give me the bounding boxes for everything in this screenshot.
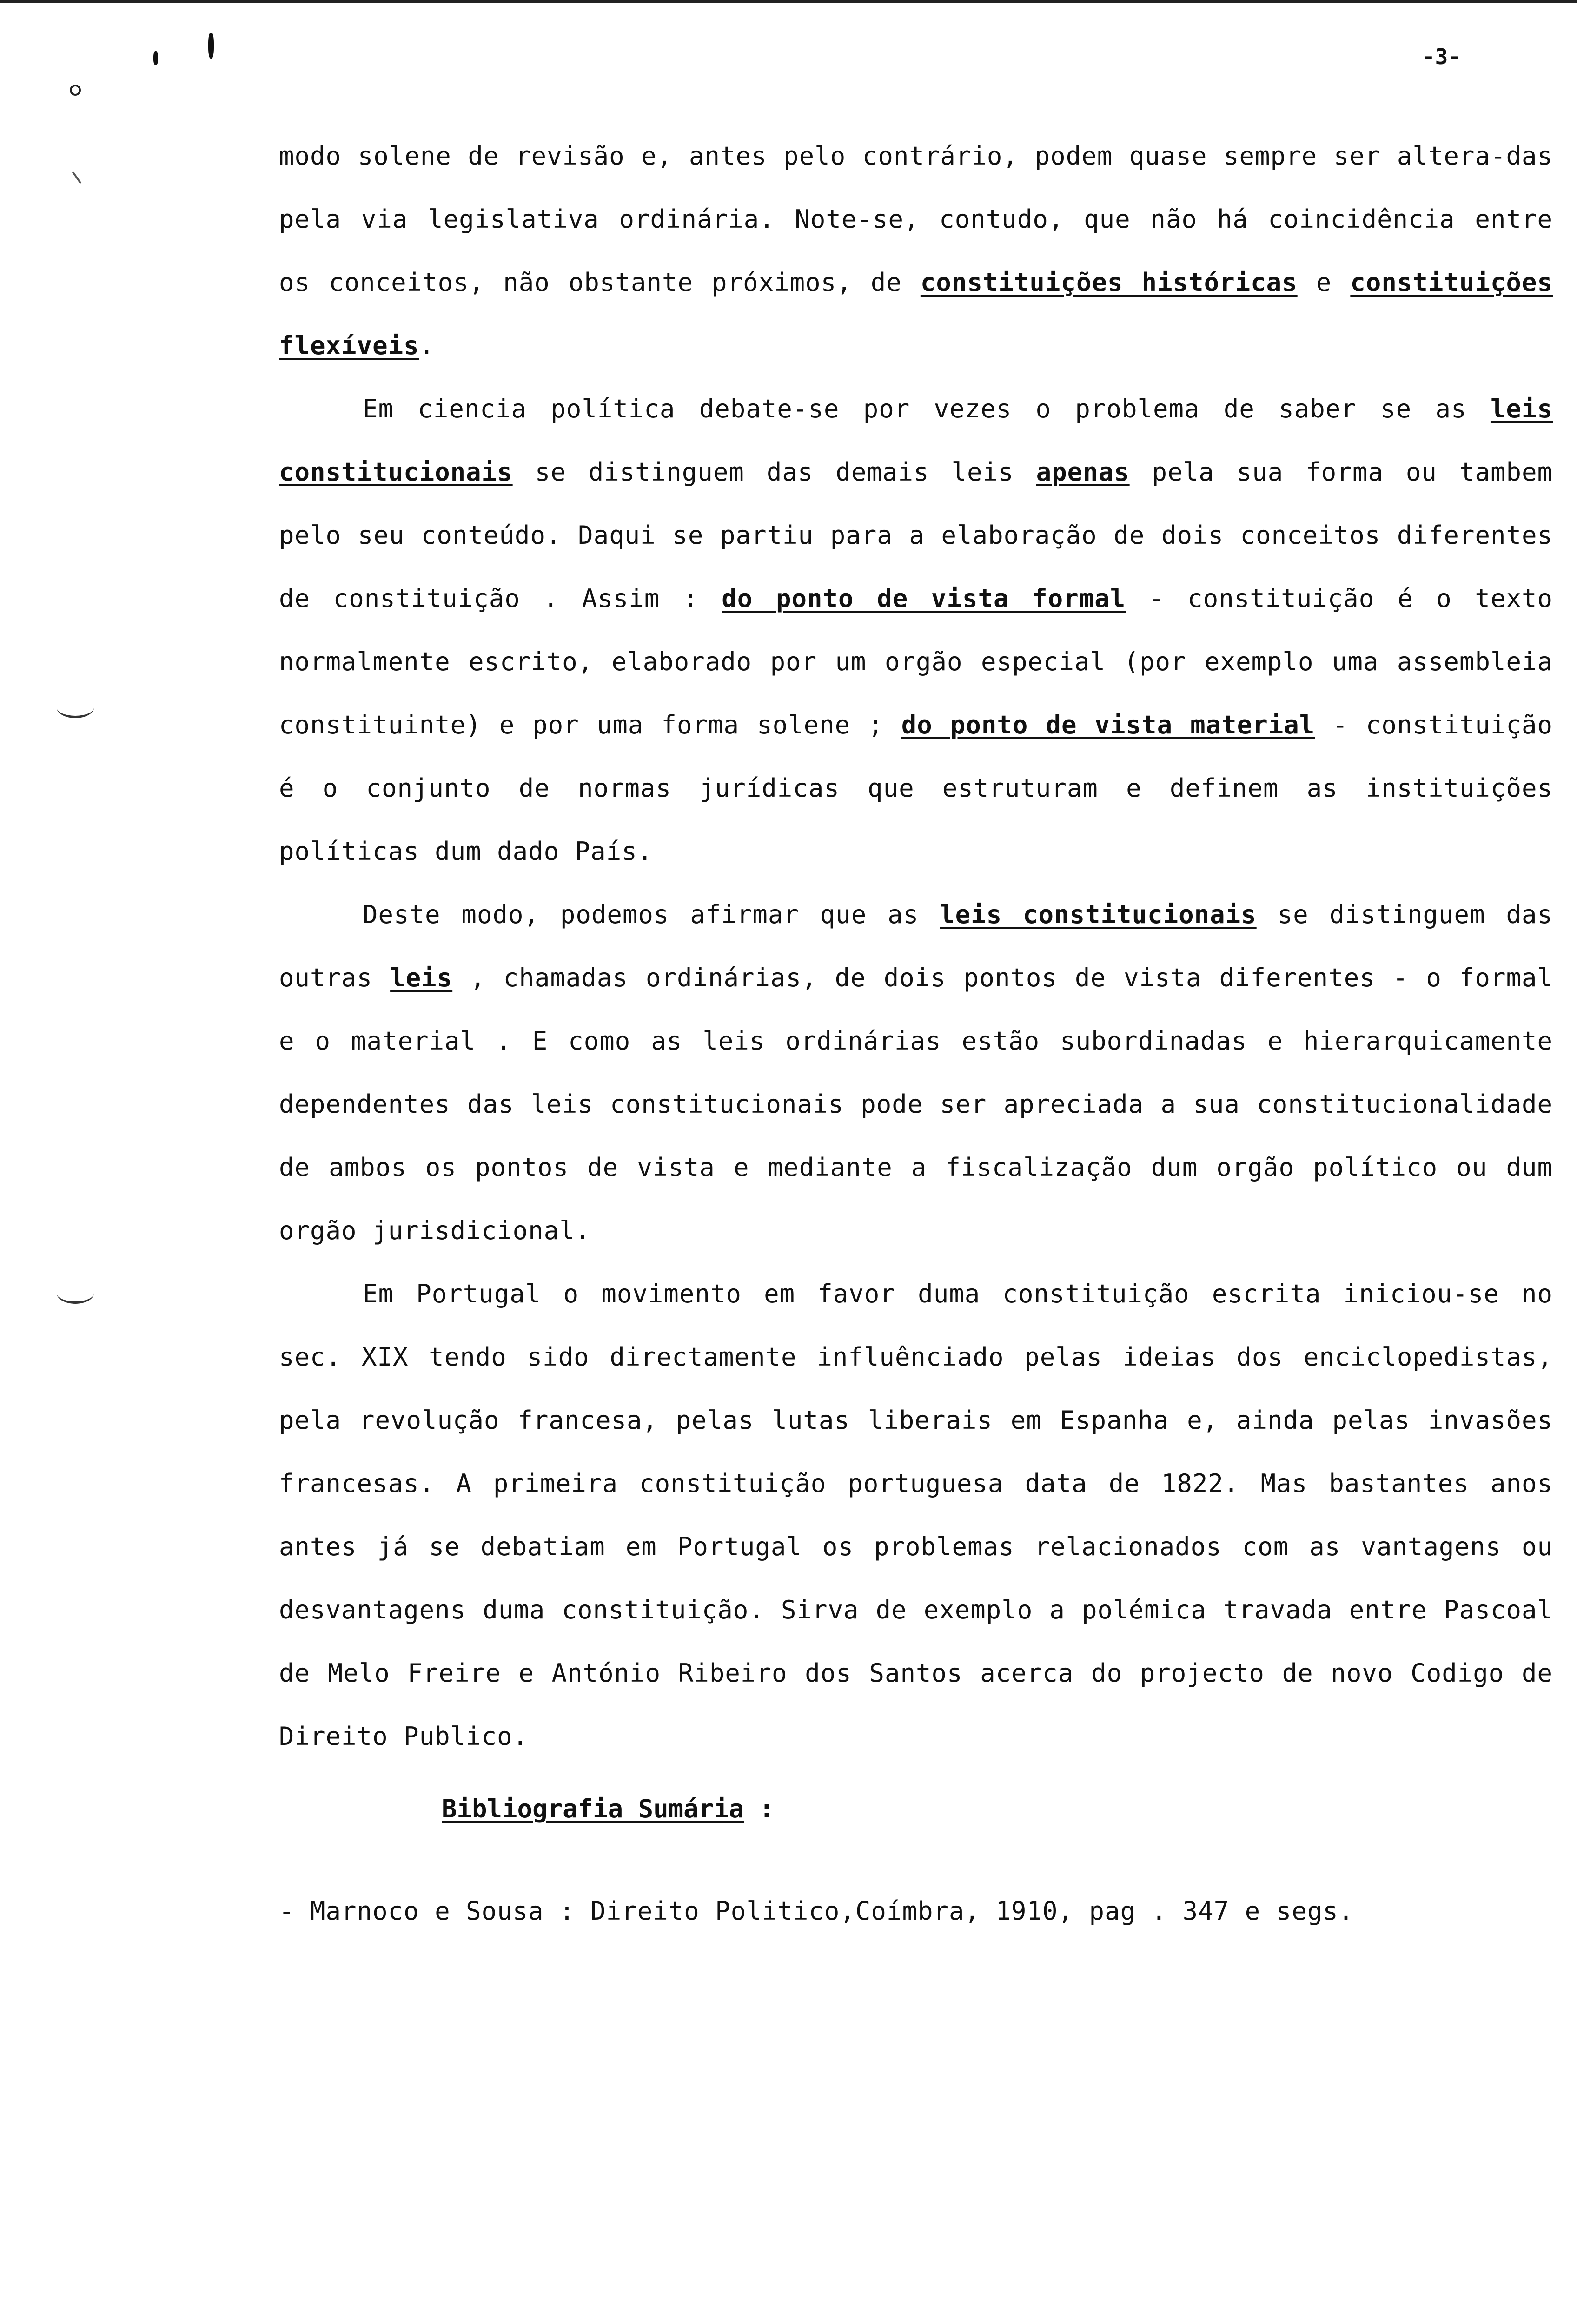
bibliography-heading — [442, 1794, 774, 1823]
bibliography-title: Bibliografia Sumária — [442, 1794, 744, 1823]
punch-hole-mark — [57, 1283, 94, 1304]
text-segment: pela sua forma ou tambem pelo seu conteúdo. Daqui se partiu para a elaboração de dois conceitos diferentes de constituição . Assim : — [279, 457, 1553, 613]
text-segment: Em Portugal o movimento em favor duma constituição escrita iniciou-se no sec. XIX tendo sido directamente influênciado pelas ideias dos enciclopedistas, pela revolução francesa, pelas lutas liberais em Espanha e, ainda pelas invasões francesas. A primeira constituição portuguesa data de 1822. Mas bastantes anos antes já se debatiam em Portugal os problemas relacionados com as vantagens ou desvantagens duma constituição. Sirva de exemplo a polémica travada entre Pascoal de Melo Freire e António Ribeiro dos Santos acerca do projecto de novo Codigo de Direito Publico. — [279, 1279, 1553, 1751]
text-segment: - constituição é o texto normalmente escrito, elaborado por um orgão especial (por exemplo uma assembleia constituinte) e por uma forma solene ; — [279, 584, 1553, 739]
underlined-term: leis constitucionais — [279, 394, 1553, 487]
bibliography-entry: - Marnoco e Sousa : Direito Politico,Coímbra, 1910, pag . 347 e segs. — [279, 1896, 1354, 1926]
text-segment: . — [419, 331, 435, 360]
bibliography-colon: : — [744, 1794, 775, 1823]
text-segment: , chamadas ordinárias, de dois pontos de vista diferentes - o formal e o material . E como as leis ordinárias estão subordinadas e hierarquicamente dependentes das leis constitucionais pode ser apreciada a sua constitucionalidade de ambos os pontos de vista e mediante a fiscalização dum orgão político ou dum orgão jurisdicional. — [279, 963, 1553, 1245]
punch-hole-mark — [57, 697, 94, 718]
page-number: -3- — [1422, 44, 1461, 69]
underlined-term: constituições históricas — [920, 268, 1298, 297]
underlined-term: constituições flexíveis — [279, 268, 1553, 360]
paragraph — [279, 377, 1553, 883]
underlined-term: do ponto de vista formal — [722, 584, 1126, 613]
punch-hole-mark — [70, 85, 81, 96]
ink-mark — [153, 51, 158, 65]
text-segment: e — [1297, 268, 1351, 297]
ink-mark — [208, 33, 214, 59]
paragraph — [279, 1262, 1553, 1768]
document-body — [279, 125, 1553, 1768]
text-segment: Deste modo, podemos afirmar que as — [363, 900, 940, 929]
underlined-term: leis — [390, 963, 453, 992]
underlined-term: do ponto de vista material — [901, 710, 1315, 739]
ink-mark — [72, 172, 81, 184]
text-segment: modo solene de revisão e, antes pelo contrário, podem quase sempre ser altera-das pela via legislativa ordinária. Note-se, contudo, que não há coincidência entre os conceitos, não obstante próximos, de — [279, 141, 1553, 297]
underlined-term: leis constitucionais — [940, 900, 1257, 929]
text-segment: Em ciencia política debate-se por vezes o problema de saber se as — [363, 394, 1491, 423]
paragraph — [279, 883, 1553, 1262]
page-top-edge — [0, 0, 1577, 3]
paragraph — [279, 125, 1553, 377]
text-segment: se distinguem das outras — [279, 900, 1553, 992]
underlined-term: apenas — [1036, 457, 1130, 487]
text-segment: - constituição é o conjunto de normas jurídicas que estruturam e definem as instituições políticas dum dado País. — [279, 710, 1553, 866]
text-segment: se distinguem das demais leis — [512, 457, 1036, 487]
